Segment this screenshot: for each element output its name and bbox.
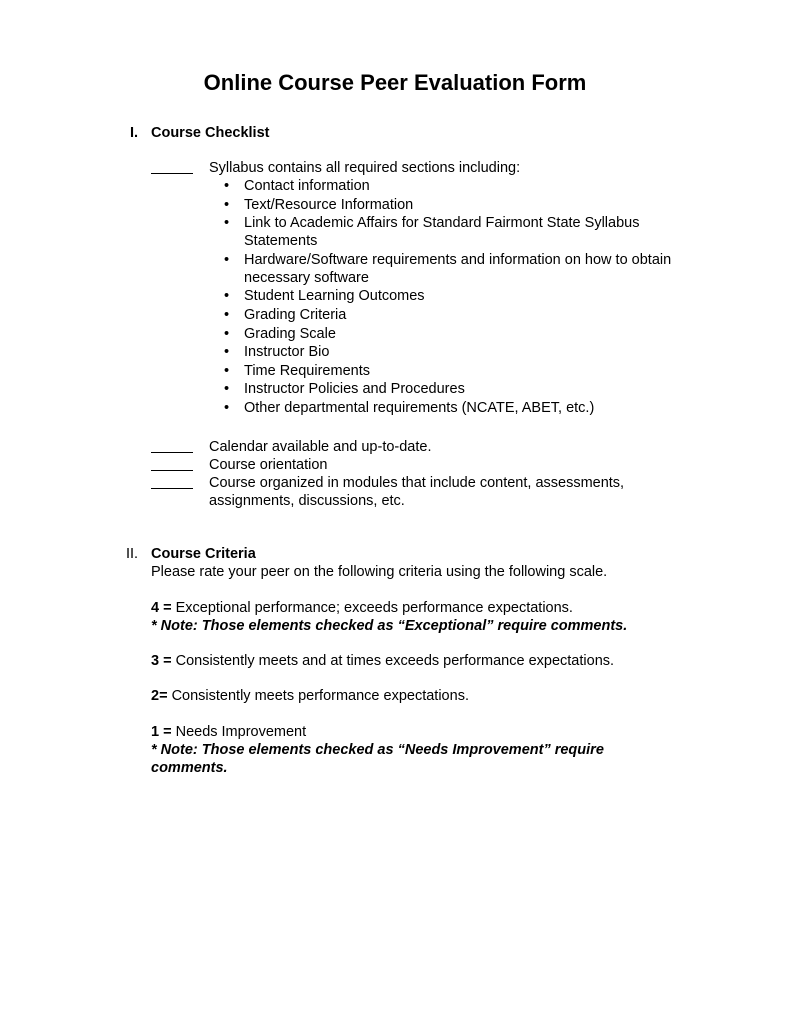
scale-text: Needs Improvement (171, 724, 307, 740)
scale-text: Consistently meets performance expectations. (167, 688, 469, 704)
scale-note-exceptional: * Note: Those elements checked as “Exceptional” require comments. (151, 618, 628, 634)
scale-key: 3 = (151, 653, 172, 669)
section-2-heading: Course Criteria (151, 546, 256, 562)
bullet-icon: • (224, 306, 230, 323)
list-item (209, 214, 679, 250)
list-item (209, 287, 679, 305)
bullet-icon: • (224, 381, 230, 398)
list-item-text: Student Learning Outcomes (244, 288, 425, 305)
list-item-text: Instructor Bio (244, 344, 330, 361)
scale-key: 1 = (151, 724, 172, 740)
list-item-text: Other departmental requirements (NCATE, ABET, etc.) (244, 399, 595, 416)
list-item-text: Grading Criteria (244, 306, 347, 323)
list-item-text: Grading Scale (244, 325, 336, 342)
scale-note-needs-improvement: * Note: Those elements checked as “Needs Improvement” require comments. (151, 742, 604, 776)
bullet-icon: • (224, 288, 230, 305)
checklist-row-orientation (151, 456, 328, 474)
bullet-icon: • (224, 196, 230, 213)
bullet-icon: • (224, 251, 230, 268)
checkbox-blank-line[interactable] (151, 474, 193, 489)
section-1-number: I. (130, 125, 139, 141)
checklist-row-modules (151, 474, 625, 509)
checklist-item-text: Course organized in modules that include content, assessments, assignments, discussions, etc. (209, 475, 625, 509)
list-item-text: Time Requirements (244, 362, 370, 379)
list-item (209, 362, 679, 380)
scale-item-1 (151, 723, 671, 741)
checklist-row-syllabus (151, 159, 521, 177)
list-item (209, 251, 679, 287)
checkbox-blank-line[interactable] (151, 456, 193, 471)
bullet-icon: • (224, 399, 230, 416)
scale-item-2 (151, 687, 671, 705)
list-item-text: Link to Academic Affairs for Standard Fairmont State Syllabus Statements (244, 215, 640, 250)
bullet-icon: • (224, 178, 230, 194)
list-item-text: Contact information (244, 178, 370, 194)
list-item (209, 380, 679, 398)
scale-text: Consistently meets and at times exceeds performance expectations. (171, 653, 615, 669)
list-item-text: Text/Resource Information (244, 196, 414, 213)
scale-text: Exceptional performance; exceeds performance expectations. (171, 600, 573, 616)
section-2-intro: Please rate your peer on the following criteria using the following scale. (151, 564, 608, 580)
bullet-icon: • (224, 215, 230, 232)
list-item (209, 343, 679, 361)
checkbox-blank-line[interactable] (151, 438, 193, 453)
list-item (209, 306, 679, 324)
list-item (209, 325, 679, 343)
checklist-row-calendar (151, 438, 432, 456)
checkbox-blank-line[interactable] (151, 159, 193, 174)
bullet-icon: • (224, 344, 230, 361)
scale-item-4 (151, 599, 671, 617)
scale-item-3 (151, 652, 671, 670)
checklist-item-text: Calendar available and up-to-date. (209, 439, 432, 455)
bullet-icon: • (224, 325, 230, 342)
list-item-text: Hardware/Software requirements and information on how to obtain necessary software (244, 251, 672, 286)
bullet-icon: • (224, 362, 230, 379)
list-item (209, 399, 679, 417)
section-1-heading: Course Checklist (151, 125, 270, 141)
list-item-text: Instructor Policies and Procedures (244, 381, 465, 398)
scale-key: 2= (151, 688, 168, 704)
list-item (209, 196, 679, 214)
page-title: Online Course Peer Evaluation Form (203, 70, 587, 95)
syllabus-sections-list (209, 177, 679, 418)
checklist-item-text: Course orientation (209, 457, 328, 473)
list-item (209, 177, 679, 195)
checklist-item-text: Syllabus contains all required sections including: (209, 160, 521, 176)
section-2-number: II. (126, 546, 139, 562)
scale-key: 4 = (151, 600, 172, 616)
